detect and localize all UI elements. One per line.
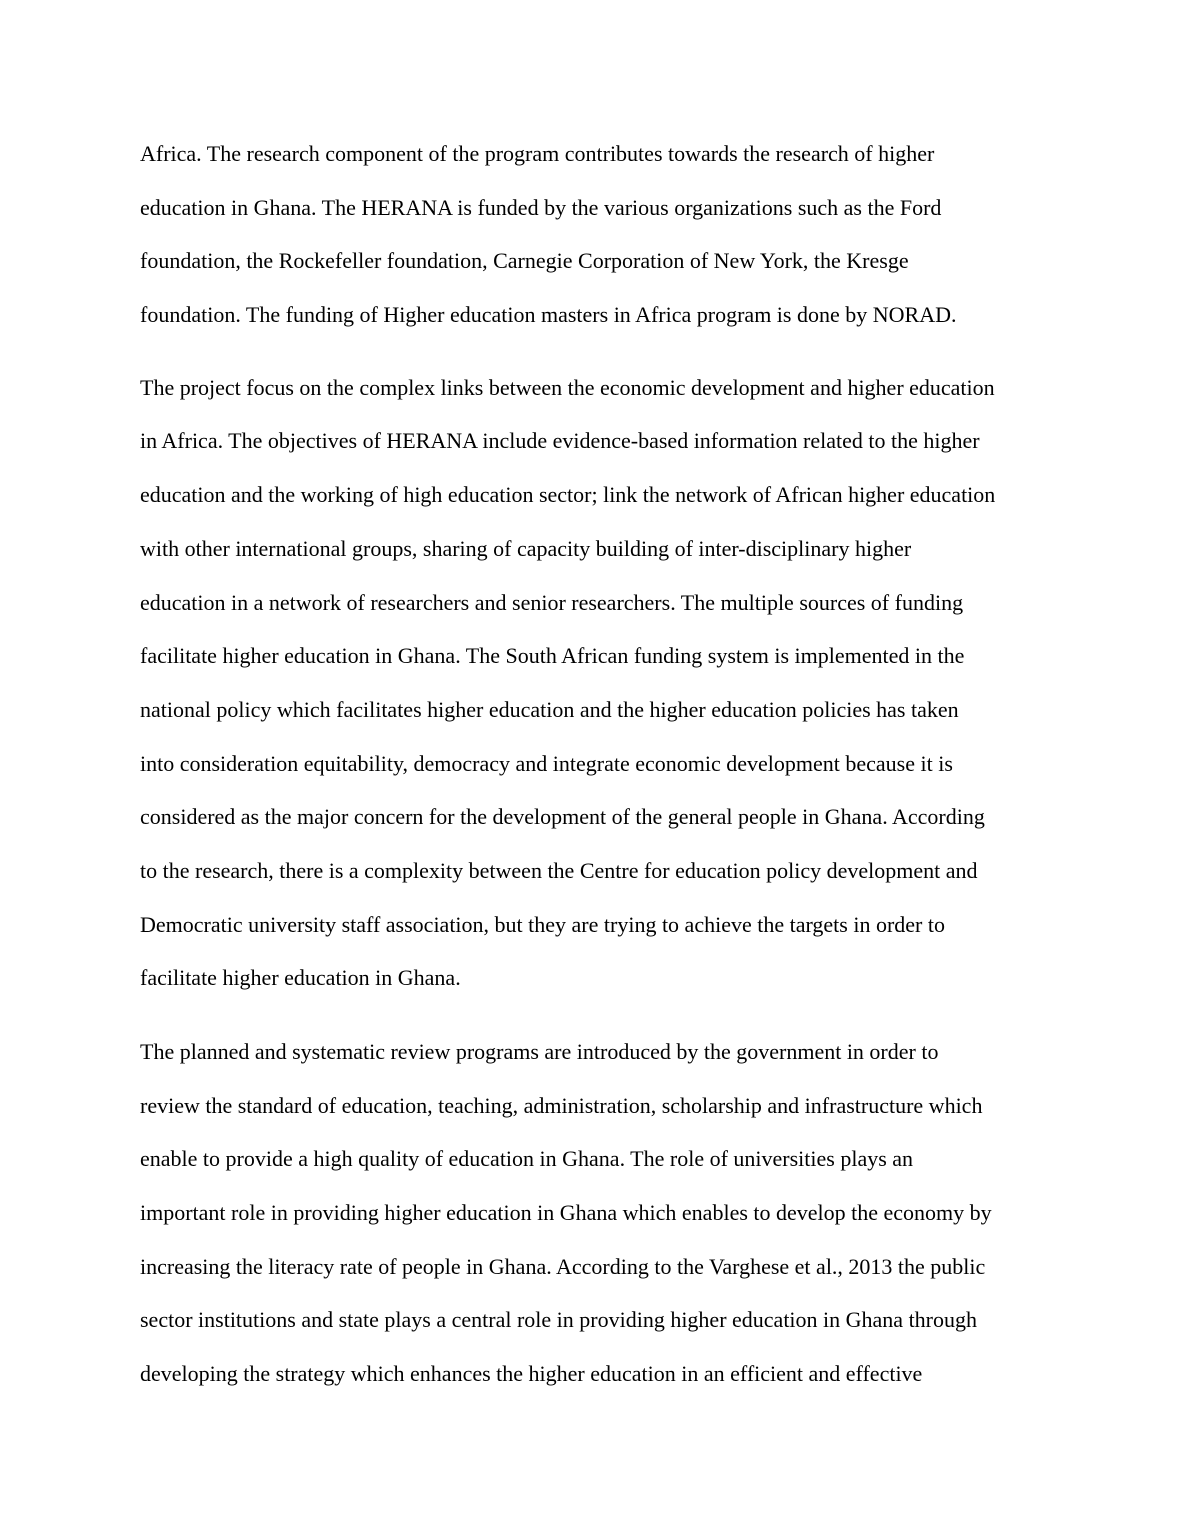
text-line: developing the strategy which enhances the higher education in an efficient and effective: [140, 1361, 923, 1386]
text-line: considered as the major concern for the development of the general people in Ghana. According: [140, 804, 985, 829]
text-line: to the research, there is a complexity between the Centre for education policy development and: [140, 858, 978, 883]
text-line: increasing the literacy rate of people in Ghana. According to the Varghese et al., 2013 the public: [140, 1254, 986, 1279]
text-line: Democratic university staff association, but they are trying to achieve the targets in order to: [140, 912, 945, 937]
text-line: education in Ghana. The HERANA is funded by the various organizations such as the Ford: [140, 195, 942, 220]
text-line: education and the working of high education sector; link the network of African higher education: [140, 482, 996, 507]
text-line: Africa. The research component of the program contributes towards the research of higher: [140, 141, 935, 166]
text-line: The project focus on the complex links between the economic development and higher education: [140, 375, 995, 400]
text-line: in Africa. The objectives of HERANA include evidence-based information related to the higher: [140, 428, 980, 453]
text-line: with other international groups, sharing of capacity building of inter-disciplinary higher: [140, 536, 912, 561]
text-line: foundation, the Rockefeller foundation, Carnegie Corporation of New York, the Kresge: [140, 248, 909, 273]
text-line: national policy which facilitates higher education and the higher education policies has taken: [140, 697, 959, 722]
text-line: enable to provide a high quality of education in Ghana. The role of universities plays an: [140, 1146, 914, 1171]
text-line: facilitate higher education in Ghana.: [140, 965, 461, 990]
text-line: important role in providing higher education in Ghana which enables to develop the economy by: [140, 1200, 992, 1225]
text-line: sector institutions and state plays a central role in providing higher education in Ghana through: [140, 1307, 978, 1332]
text-line: facilitate higher education in Ghana. The South African funding system is implemented in the: [140, 643, 965, 668]
text-line: education in a network of researchers and senior researchers. The multiple sources of funding: [140, 590, 964, 615]
text-line: The planned and systematic review programs are introduced by the government in order to: [140, 1039, 939, 1064]
text-line: into consideration equitability, democracy and integrate economic development because it is: [140, 751, 953, 776]
text-line: review the standard of education, teaching, administration, scholarship and infrastructure which: [140, 1093, 983, 1118]
text-line: foundation. The funding of Higher education masters in Africa program is done by NORAD.: [140, 302, 957, 327]
